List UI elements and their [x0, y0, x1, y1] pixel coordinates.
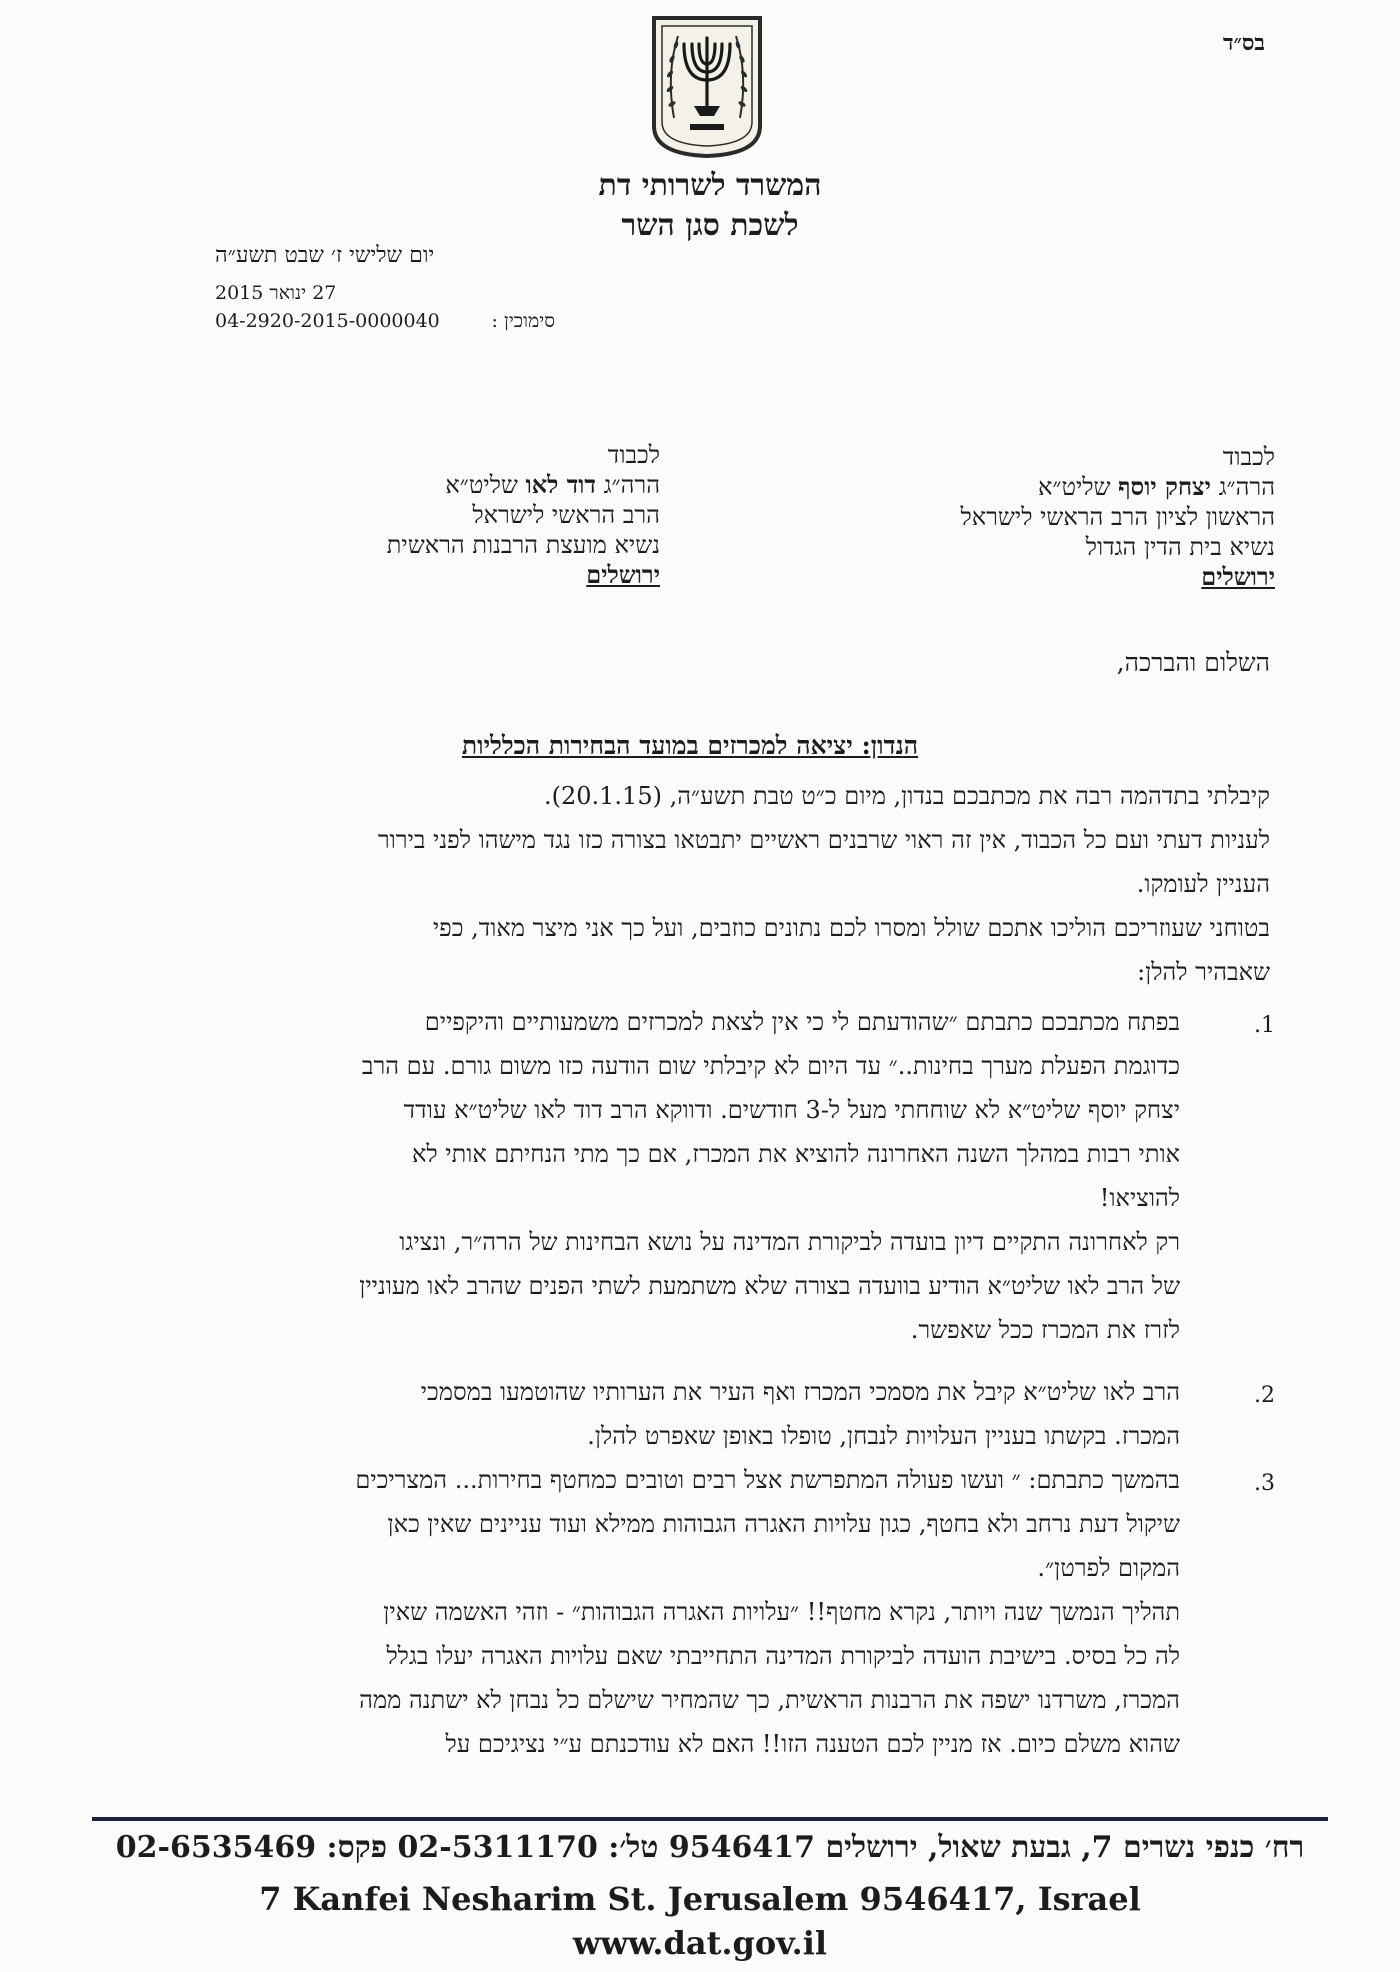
body-line: של הרב לאו שליט״א הודיע בוועדה בצורה שלא משתמעת לשתי הפנים שהרב לאו מעוניין [359, 1272, 1180, 1300]
body-line: לה כל בסיס. בישיבת הועדה לביקורת המדינה התחייבתי שאם עלויות האגרה יעלו בגלל [386, 1642, 1180, 1670]
body-line: יצחק יוסף שליט״א לא שוחחתי מעל ל-3 חודשים. ודווקא הרב דוד לאו שליט״א עודד [403, 1096, 1180, 1124]
item-number: 1. [1254, 1013, 1275, 1038]
honor-line: לכבוד [1222, 443, 1275, 471]
body-line: שיקול דעת נרחב ולא בחטף, כגון עלויות האגרה הגבוהות ממילא ועוד עניינים שאין כאן [387, 1510, 1180, 1538]
office-name: לשכת סגן השר [621, 208, 799, 243]
body-line: המכרז. בקשתו בעניין העלויות לנבחן, טופלו באופן שאפרט להלן. [587, 1422, 1180, 1450]
body-line: הרב לאו שליט״א קיבל את מסמכי המכרז ואף העיר את הערותיו שהוטמעו במסמכי [420, 1378, 1180, 1406]
recipient-title-1: הרב הראשי לישראל [472, 501, 660, 529]
recipient-name: יצחק יוסף [1118, 472, 1211, 501]
bsd-mark: בס״ד [1222, 30, 1265, 56]
body-line: שהוא משלם כיום. אז מניין לכם הטענה הזו!! האם לא עודכנתם ע״י נציגיכם על [445, 1730, 1180, 1758]
recipient-city: ירושלים [1201, 562, 1275, 591]
body-line: תהליך הנמשך שנה ויותר, נקרא מחטף!! ״עלויות האגרה הגבוהות״ - וזהי האשמה שאין [383, 1598, 1180, 1626]
recipient-title-1: הראשון לציון הרב הראשי לישראל [960, 503, 1275, 531]
body-line: המקום לפרטן״. [1037, 1554, 1180, 1582]
recipient-name-line [845, 472, 1275, 502]
body-line: העניין לעומקו. [1136, 870, 1270, 898]
recipient-city: ירושלים [586, 560, 660, 589]
item-number: 3. [1254, 1471, 1275, 1496]
recipient-name: דוד לאו [525, 470, 596, 499]
body-line: אותי רבות במהלך השנה האחרונה להוציא את המכרז, אם כך מתי הנחיתם אותי לא [412, 1140, 1180, 1168]
recipient-title-2: נשיא בית הדין הגדול [1085, 533, 1275, 561]
body-line: בפתח מכתבכם כתבתם ״שהודעתם לי כי אין לצאת למכרזים משמעותיים והיקפיים [424, 1008, 1180, 1036]
body-line: להוציאו! [1099, 1184, 1180, 1212]
recipient-lau [230, 440, 660, 590]
honor-line: לכבוד [607, 441, 660, 469]
recipient-yosef [845, 442, 1275, 592]
body-line: קיבלתי בתדהמה רבה את מכתבכם בנדון, מיום כ״ט טבת תשע״ה, (20.1.15). [543, 782, 1270, 810]
item-number: 2. [1254, 1383, 1275, 1408]
body-line: המכרז, משרדנו ישפה את הרבנות הראשית, כך שהמחיר שישלם כל נבחן לא ישתנה ממה [359, 1686, 1180, 1714]
body-line: לעניות דעתי ועם כל הכבוד, אין זה ראוי שרבנים ראשיים יתבטאו בצורה כזו נגד מישהו לפני בירור [377, 826, 1270, 854]
body-line: רק לאחרונה התקיים דיון בועדה לביקורת המדינה על נושא הבחינות של הרה״ר, ונציגו [399, 1228, 1180, 1256]
recipient-title-2: נשיא מועצת הרבנות הראשית [386, 531, 660, 559]
greeting: השלום והברכה, [1116, 648, 1270, 677]
name-suffix: שליט״א [1037, 473, 1111, 501]
gregorian-date: 27 ינואר 2015 [215, 282, 337, 304]
body-line: כדוגמת הפעלת מערך בחינות..״ עד היום לא קיבלתי שום הודעה כזו משום גורם. עם הרב [361, 1052, 1180, 1080]
footer-website-link[interactable]: www.dat.gov.il [572, 1924, 828, 1962]
body-line: בהמשך כתבתם: ״ ועשו פעולה המתפרשת אצל רבים וטובים כמחטף בחירות... המצריכים [355, 1466, 1180, 1494]
name-prefix: הרה״ג [603, 471, 660, 499]
ministry-name: המשרד לשרותי דת [598, 168, 822, 203]
hebrew-date: יום שלישי ז׳ שבט תשע״ה [215, 243, 435, 268]
recipient-name-line [230, 470, 660, 500]
footer-divider [92, 1817, 1328, 1821]
body-line: בטוחני שעוזריכם הוליכו אתכם שולל ומסרו לכם נתונים כוזבים, ועל כך אני מיצר מאוד, כפי [432, 914, 1270, 942]
name-prefix: הרה״ג [1218, 473, 1275, 501]
reference-label: סימוכין : [491, 310, 555, 332]
name-suffix: שליט״א [445, 471, 518, 499]
body-line: לזרז את המכרז ככל שאפשר. [910, 1316, 1180, 1344]
footer-address-hebrew: רח׳ כנפי נשרים 7, גבעת שאול, ירושלים 9546417 טל׳: 02-5311170 פקס: 02-6535469 [115, 1830, 1305, 1865]
reference-number: 04-2920-2015-0000040 [215, 310, 440, 332]
footer-address-english: 7 Kanfei Nesharim St. Jerusalem 9546417, Israel [259, 1880, 1141, 1918]
subject-line: הנדון: יציאה למכרזים במועד הבחירות הכלליות [461, 731, 919, 760]
state-emblem-icon [648, 14, 766, 160]
body-line: שאבהיר להלן: [1137, 958, 1270, 986]
